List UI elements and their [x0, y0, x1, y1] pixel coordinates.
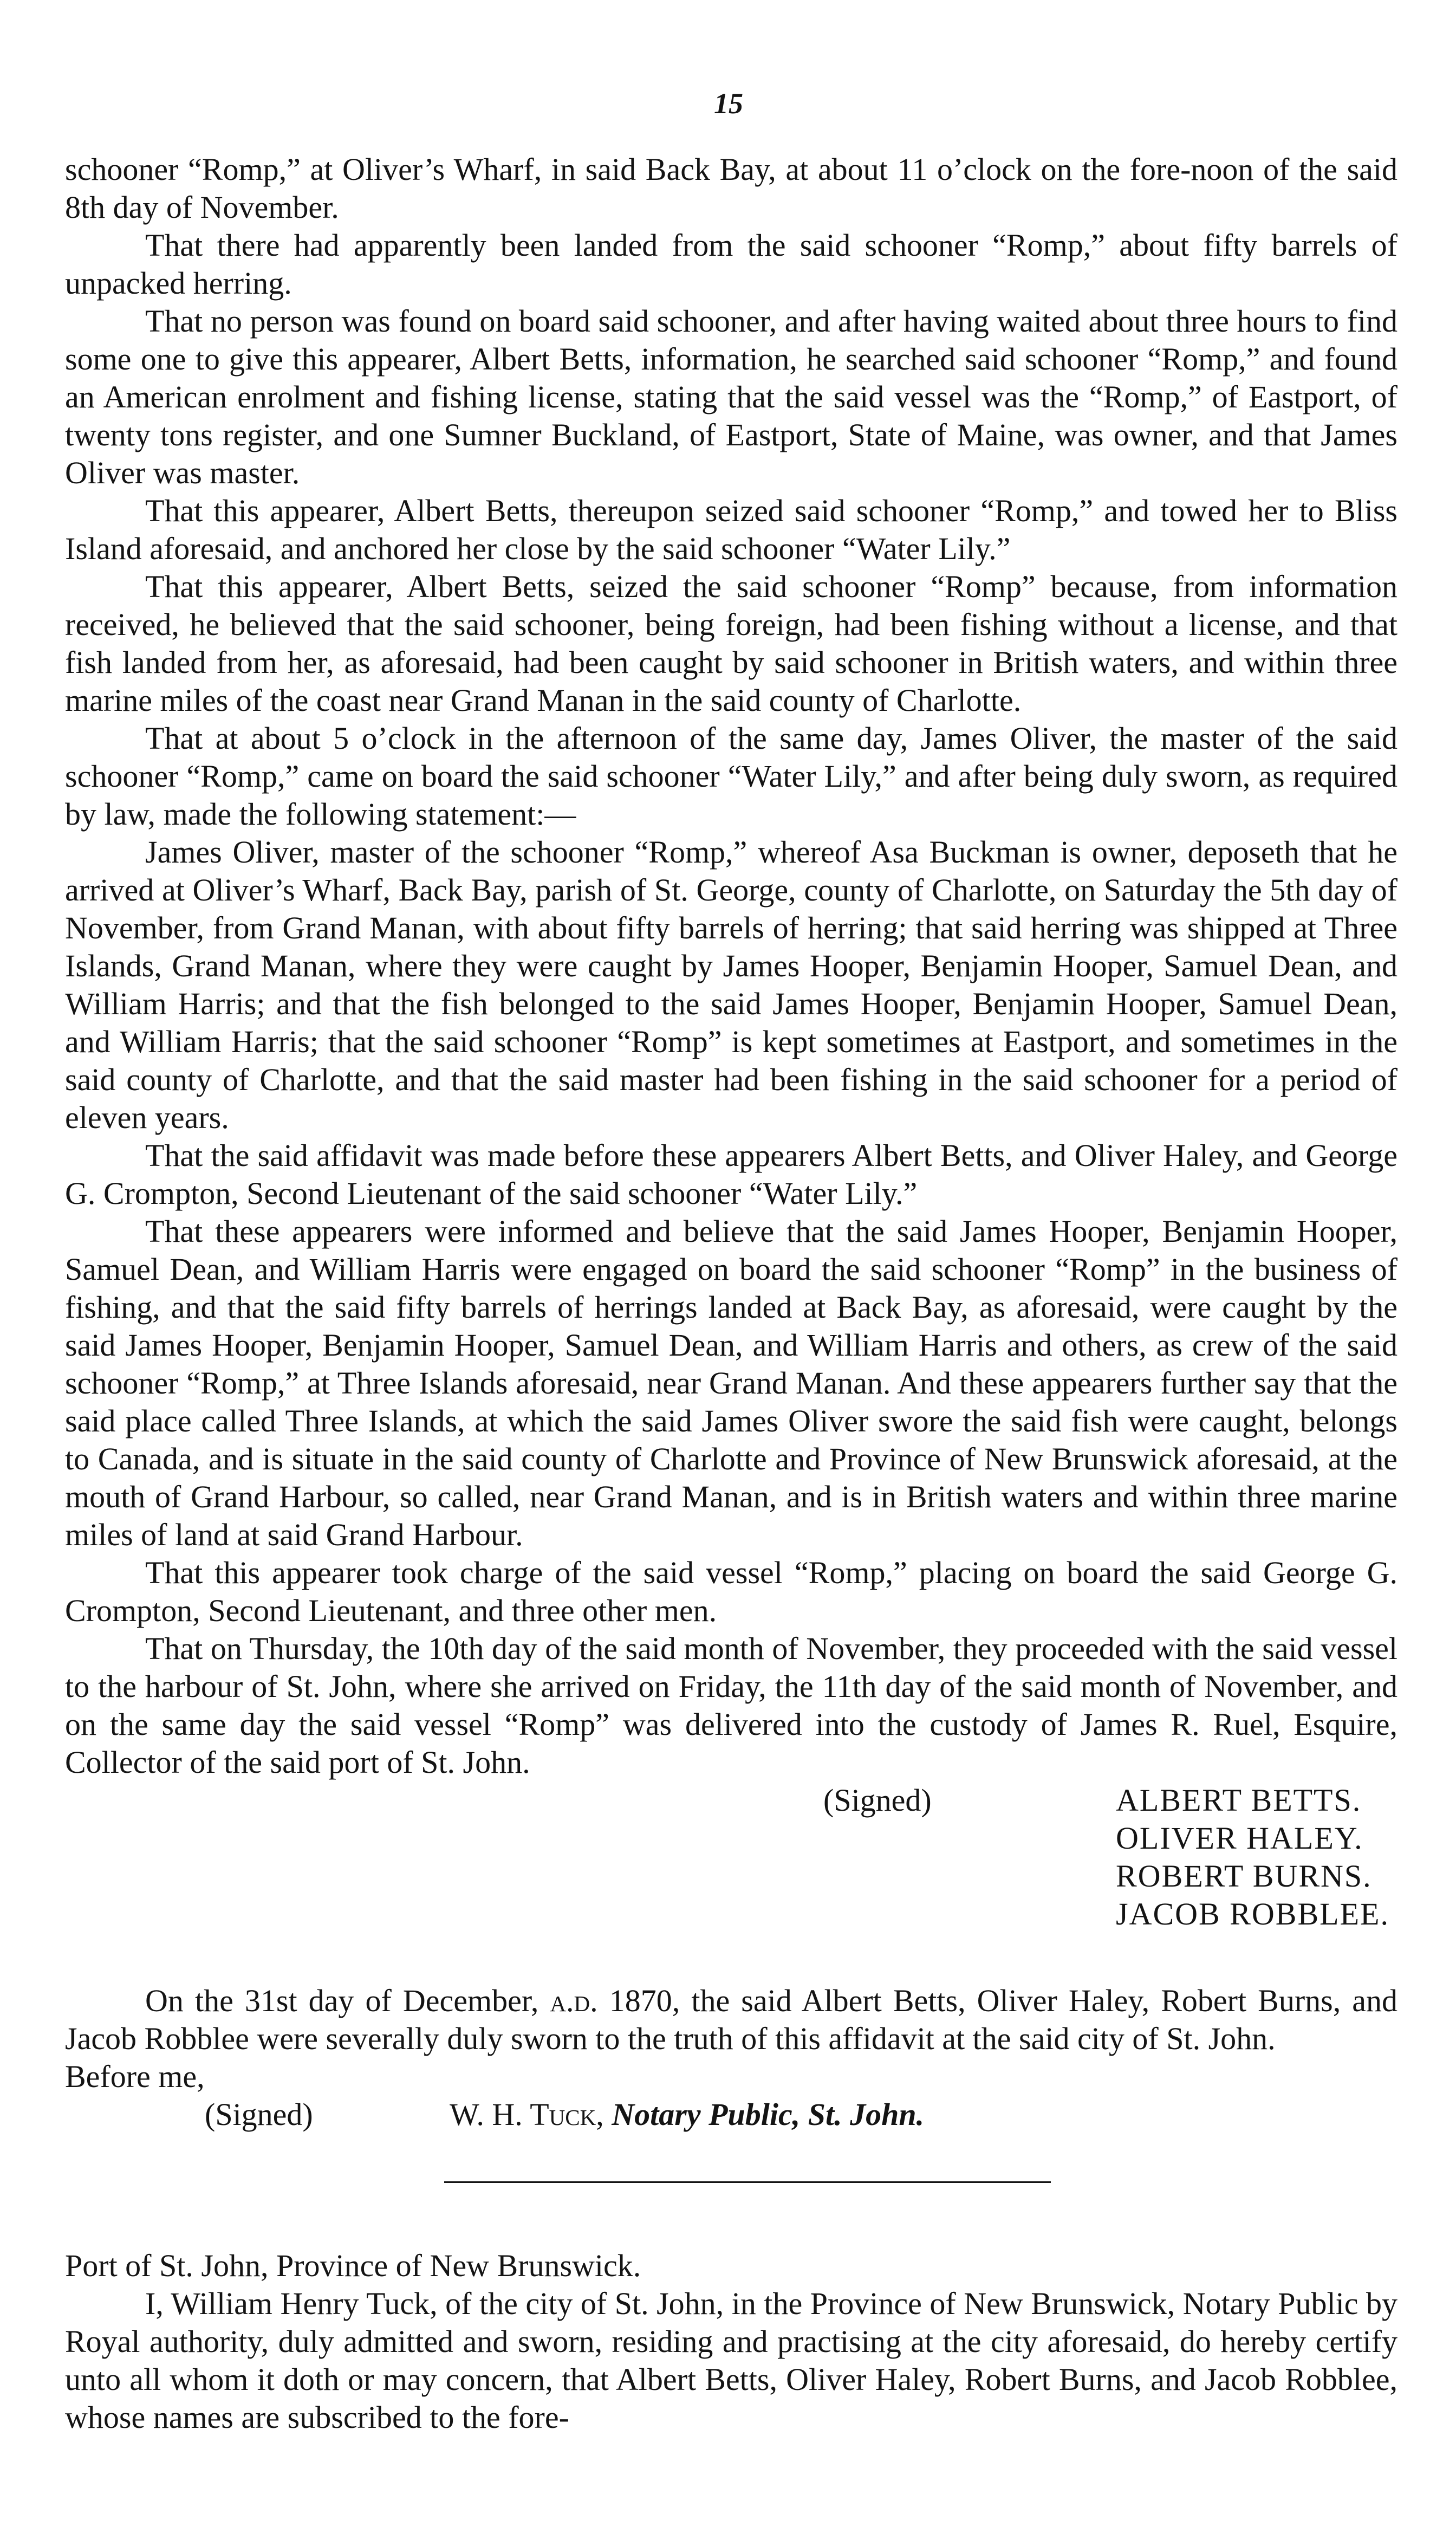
signer-list: [1116, 1781, 1389, 1933]
paragraph-statement: James Oliver, master of the schooner “Romp,” whereof Asa Buckman is owner, deposeth that he arrived at Oliver’s Wharf, Back Bay, parish of St. George, county of Charlotte, on Saturday the 5th day of November, from Grand Manan, with about fifty barrels of herring; that said herring was shipped at Three Islands, Grand Manan, where they were caught by James Hooper, Benjamin Hooper, Samuel Dean, and William Harris; and that the fish belonged to the said James Hooper, Benjamin Hooper, Samuel Dean, and William Harris; that the said schooner “Romp” is kept sometimes at Eastport, and sometimes in the said county of Charlotte, and that the said master had been fishing in the said schooner for a period of eleven years.: [65, 834, 1398, 1135]
jurat-text: 1870, the said Albert Betts, Oliver Haley, Robert Burns, and Jacob Robblee were severally duly sworn to the truth of this affidavit at the said city of St. John.: [65, 1983, 1398, 2056]
paragraph-landed-herring: That there had apparently been landed from the said schooner “Romp,” about fifty barrels of unpacked herring.: [65, 228, 1398, 301]
paragraph-delivery: That on Thursday, the 10th day of the said month of November, they proceeded with the said vessel to the harbour of St. John, where she arrived on Friday, the 11th day of the said month of November, and on the same day the said vessel “Romp” was delivered into the custody of James R. Ruel, Esquire, Collector of the said port of St. John.: [65, 1631, 1398, 1780]
paragraph-charge: That this appearer took charge of the said vessel “Romp,” placing on board the said George G. Crompton, Second Lieutenant, and three other men.: [65, 1555, 1398, 1628]
before-me-line: Before me,: [65, 2059, 205, 2094]
paragraph-master-boarded: That at about 5 o’clock in the afternoon of the same day, James Oliver, the master of the said schooner “Romp,” came on board the said schooner “Water Lily,” and after being duly sworn, as required by law, made the following statement:—: [65, 721, 1398, 832]
spacer: [65, 1933, 1398, 1982]
signer-name: OLIVER HALEY.: [1116, 1820, 1363, 1856]
paragraph-reason: That this appearer, Albert Betts, seized the said schooner “Romp” because, from information received, he believed that the said schooner, being foreign, had been fishing without a license, and that fish landed from her, as aforesaid, had been caught by said schooner in British waters, and within three marine miles of the coast near Grand Manan in the said county of Charlotte.: [65, 569, 1398, 718]
paragraph-affidavit-witnesses: That the said affidavit was made before these appearers Albert Betts, and Oliver Haley, and George G. Crompton, Second Lieutenant of the said schooner “Water Lily.”: [65, 1138, 1398, 1211]
paragraph-search: That no person was found on board said schooner, and after having waited about three hours to find some one to give this appearer, Albert Betts, information, he searched said schooner “Romp,” and found an American enrolment and fishing license, stating that the said vessel was the “Romp,” of Eastport, of twenty tons register, and one Sumner Buckland, of Eastport, State of Maine, was owner, and that James Oliver was master.: [65, 303, 1398, 490]
affidavit-body: [65, 151, 1398, 2437]
notary-title: Notary Public, St. John.: [612, 2097, 925, 2132]
notary-name: W. H. Tuck,: [450, 2097, 604, 2132]
page-number: 15: [714, 87, 743, 120]
jurat-date-lead: On the 31st day of December,: [145, 1983, 539, 2018]
jurat-era: a.d.: [550, 1983, 598, 2018]
jurat-paragraph: [65, 1982, 1398, 2058]
paragraph-seizure: That this appearer, Albert Betts, thereupon seized said schooner “Romp,” and towed her to Bliss Island aforesaid, and anchored her close by the said schooner “Water Lily.”: [65, 493, 1398, 566]
spacer: [65, 2183, 1398, 2247]
signed-label: (Signed): [823, 1783, 932, 1818]
certificate-heading: Port of St. John, Province of New Brunswick.: [65, 2248, 641, 2283]
paragraph-continuation: schooner “Romp,” at Oliver’s Wharf, in said Back Bay, at about 11 o’clock on the fore-noon of the said 8th day of November.: [65, 152, 1398, 225]
paragraph-belief: That these appearers were informed and believe that the said James Hooper, Benjamin Hooper, Samuel Dean, and William Harris were engaged on board the said schooner “Romp” in the business of fishing, and that the said fifty barrels of herrings landed at Back Bay, as aforesaid, were caught by the said James Hooper, Benjamin Hooper, Samuel Dean, and William Harris and others, as crew of the said schooner “Romp,” at Three Islands aforesaid, near Grand Manan. And these appearers further say that the said place called Three Islands, at which the said James Oliver swore the said fish were caught, belongs to Canada, and is situate in the said county of Charlotte and Province of New Brunswick aforesaid, at the mouth of Grand Harbour, so called, near Grand Manan, and is in British waters and within three marine miles of land at said Grand Harbour.: [65, 1214, 1398, 1552]
signer-name: ROBERT BURNS.: [1116, 1858, 1372, 1894]
notary-signature-line: [205, 2096, 1398, 2134]
signature-block: [65, 1781, 1398, 1933]
signer-name: ALBERT BETTS.: [1116, 1783, 1362, 1818]
notary-signed-label: (Signed): [205, 2097, 313, 2132]
signer-name: JACOB ROBBLEE.: [1116, 1896, 1389, 1932]
certificate-paragraph: I, William Henry Tuck, of the city of St. John, in the Province of New Brunswick, Notary Public by Royal authority, duly admitted and sworn, residing and practising at the city aforesaid, do hereby certify unto all whom it doth or may concern, that Albert Betts, Oliver Haley, Robert Burns, and Jacob Robblee, whose names are subscribed to the fore-: [65, 2286, 1398, 2435]
